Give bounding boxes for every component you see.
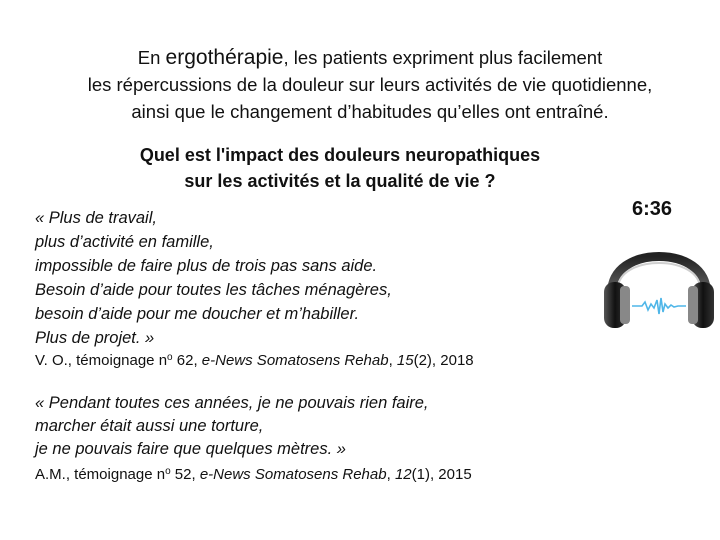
citation-journal: e-News Somatosens Rehab <box>199 466 387 483</box>
citation-number: 62, <box>172 352 202 369</box>
intro-paragraph <box>20 44 720 125</box>
intro-line-2: les répercussions de la douleur sur leurs activités de vie quotidienne, <box>87 74 653 95</box>
testimonial-citation-2 <box>35 462 472 485</box>
citation-number: 52, <box>170 466 200 483</box>
citation-superscript: o <box>165 466 171 477</box>
intro-word-before: En <box>137 47 161 68</box>
citation-separator: , <box>388 352 397 369</box>
testimonial-citation-1 <box>35 348 474 371</box>
testimonial-quote-2: « Pendant toutes ces années, je ne pouvais rien faire, marcher était aussi une torture, je ne pouvais faire que quelques mètres. » <box>35 394 429 458</box>
citation-volume: 12 <box>394 466 412 483</box>
audio-duration: 6:36 <box>632 198 673 220</box>
citation-journal: e-News Somatosens Rehab <box>201 352 389 369</box>
question-line-1: Quel est l'impact des douleurs neuropathiques <box>139 145 541 165</box>
citation-superscript: o <box>167 352 173 363</box>
question-heading <box>80 142 600 194</box>
intro-word-ergotherapie: ergothérapie <box>165 46 284 69</box>
citation-issue-year: (2), 2018 <box>413 352 474 369</box>
question-line-2: sur les activités et la qualité de vie ? <box>184 171 496 191</box>
intro-line-1 <box>20 44 720 71</box>
citation-issue-year: (1), 2015 <box>411 466 472 483</box>
citation-author: A.M., témoignage n <box>35 466 166 483</box>
citation-author: V. O., témoignage n <box>35 352 168 369</box>
citation-separator: , <box>386 466 395 483</box>
headphones-icon[interactable] <box>598 224 720 336</box>
intro-line-1-rest: , les patients expriment plus facilement <box>283 47 603 68</box>
intro-line-3: ainsi que le changement d’habitudes qu’elles ont entraîné. <box>131 101 609 122</box>
testimonial-quote-1: « Plus de travail, plus d’activité en famille, impossible de faire plus de trois pas sans aide. Besoin d’aide pour toutes les tâches ménagères, besoin d’aide pour me doucher et m’habiller. Plus de projet. » <box>35 209 392 347</box>
citation-volume: 15 <box>396 352 414 369</box>
